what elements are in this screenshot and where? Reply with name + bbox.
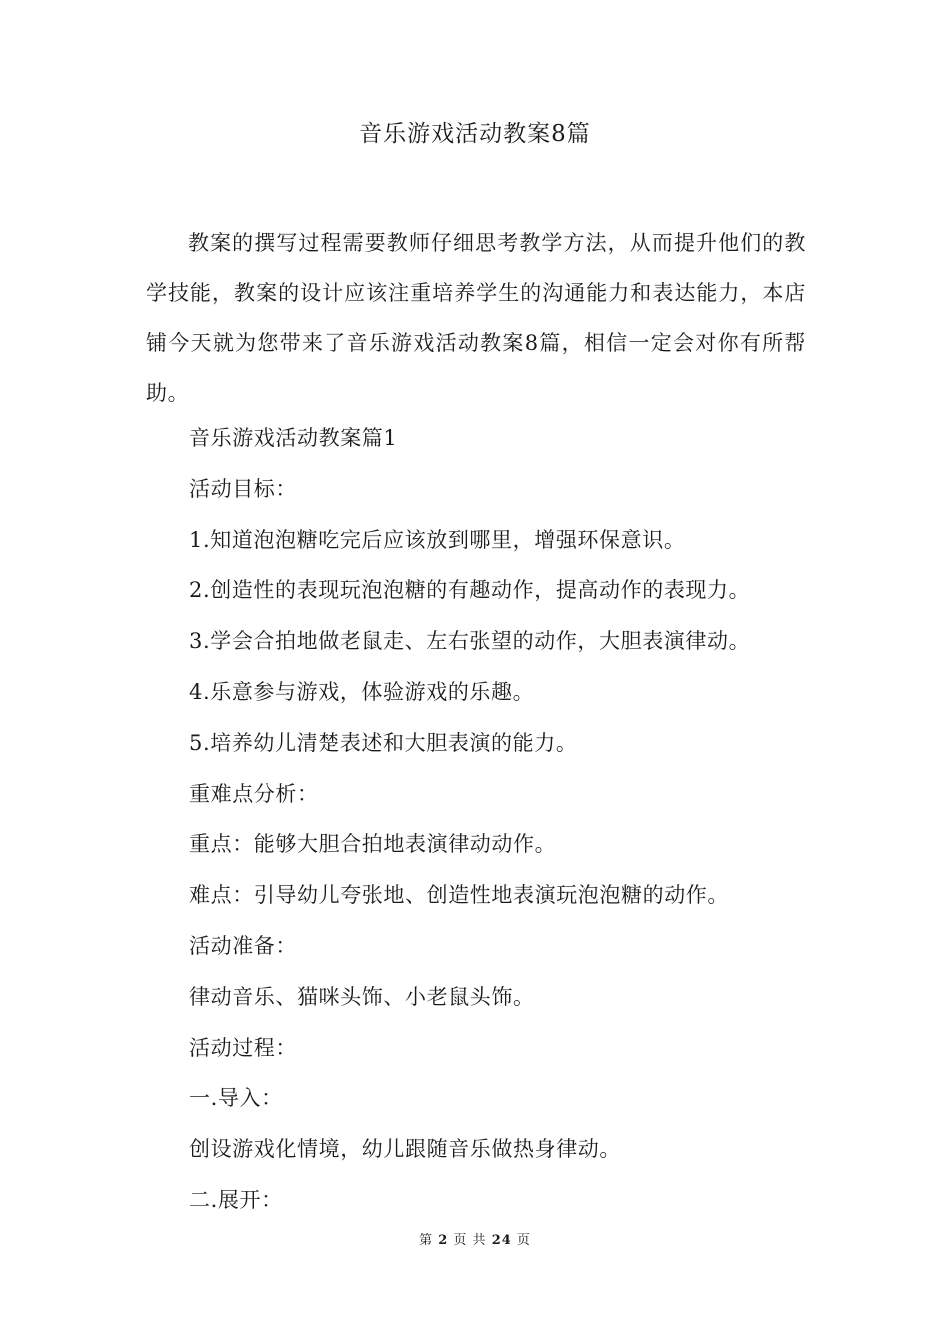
list-item: 4.乐意参与游戏，体验游戏的乐趣。 (189, 679, 535, 704)
footer-total-pages: 24 (491, 1233, 512, 1248)
subheading-preparation: 活动准备： (189, 933, 297, 958)
text-line: 难点：引导幼儿夸张地、创造性地表演玩泡泡糖的动作。 (189, 883, 729, 908)
list-item: 5.培养幼儿清楚表述和大胆表演的能力。 (189, 730, 578, 755)
subheading-goals: 活动目标： (189, 476, 297, 501)
page-footer (0, 1232, 950, 1250)
footer-prefix: 第 (419, 1233, 434, 1248)
section-heading: 音乐游戏活动教案篇1 (189, 426, 398, 450)
step-heading: 二.展开： (189, 1187, 283, 1212)
body-lines (189, 413, 809, 1226)
text-line: 重点：能够大胆合拍地表演律动动作。 (189, 832, 557, 857)
list-item: 3.学会合拍地做老鼠走、左右张望的动作，大胆表演律动。 (189, 629, 751, 654)
footer-middle: 页 共 (453, 1233, 487, 1248)
intro-paragraph: 教案的撰写过程需要教师仔细思考教学方法，从而提升他们的教学技能，教案的设计应该注重培养学生的沟通能力和表达能力，本店铺今天就为您带来了音乐游戏活动教案8篇，相信一定会对你有所帮助。 (146, 231, 806, 405)
text-line: 创设游戏化情境，幼儿跟随音乐做热身律动。 (189, 1137, 621, 1162)
text-line: 律动音乐、猫咪头饰、小老鼠头饰。 (189, 984, 535, 1009)
footer-current-page: 2 (438, 1233, 449, 1248)
subheading-analysis: 重难点分析： (189, 781, 319, 806)
page-title: 音乐游戏活动教案8篇 (359, 121, 591, 147)
list-item: 1.知道泡泡糖吃完后应该放到哪里，增强环保意识。 (189, 527, 686, 552)
list-item: 2.创造性的表现玩泡泡糖的有趣动作，提高动作的表现力。 (189, 578, 751, 603)
step-heading: 一.导入： (189, 1086, 283, 1111)
footer-suffix: 页 (516, 1233, 531, 1248)
subheading-process: 活动过程： (189, 1035, 297, 1060)
